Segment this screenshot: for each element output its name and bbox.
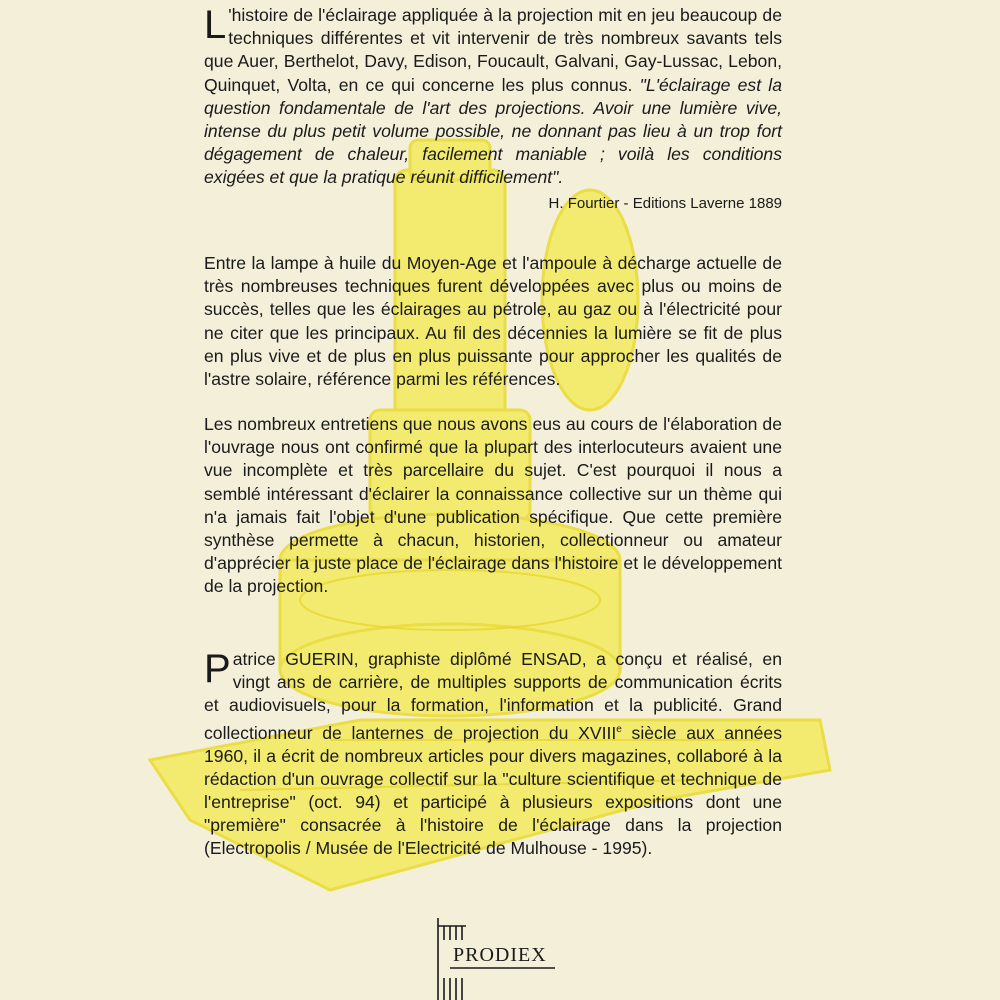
dropcap-l: L [204,3,227,47]
history-paragraph: Entre la lampe à huile du Moyen-Age et l'ampoule à décharge actuelle de très nombreuses techniques furent développées avec plus ou moins de succès, telles que les éclairages au pétrole, au gaz ou à l'électricité pour ne citer que les principaux. Au fil des décennies la lumière se fit de plus en plus vive et de plus en plus puissante pour approcher les qualités de l'astre solaire, référence parmi les références. [204,253,782,390]
purpose-paragraph: Les nombreux entretiens que nous avons eus au cours de l'élaboration de l'ouvrage nous ont confirmé que la plupart des interlocuteurs avaient une vue incomplète et très parcellaire du sujet. C'est pourquoi il nous a semblé intéressant d'éclairer la connaissance collective sur un thème qui n'a jamais fait l'objet d'une publication spécifique. Que cette première synthèse permette à chacun, historien, collectionneur ou amateur d'apprécier la juste place de l'éclairage dans l'histoire et le développement de la projection. [204,414,782,597]
fourtier-quote: "L'éclairage est la question fondamentale de l'art des projections. Avoir une lumière vive, intense du plus petit volume possible, ne donnant pas lieu à un trop fort dégagement de chaleur, facilement maniable ; voilà les conditions exigées et que la pratique réunit difficilement". [204,74,782,188]
intro-paragraph [204,4,782,215]
dropcap-p: P [204,647,231,691]
author-text-1: atrice GUERIN, graphiste diplômé ENSAD, a conçu et réalisé, en vingt ans de carrière, de multiples supports de communication écrits et audiovisuels, pour la formation, l'information et la publicité. Grand collectionneur de lanternes de projection du XVIII [204,649,782,743]
century-superscript: e [616,723,622,735]
author-text-2: siècle aux années 1960, il a écrit de nombreux articles pour divers magazines, collaboré à la rédaction d'un ouvrage collectif sur la "culture scientifique et technique de l'entreprise" (oct. 94) et participé à plusieurs expositions dont une "première" consacrée à l'histoire de l'éclairage dans la projection (Electropolis / Musée de l'Electricité de Mulhouse - 1995). [204,722,782,859]
author-paragraph [204,648,782,861]
quote-attribution: H. Fourtier - Editions Laverne 1889 [548,194,782,212]
intro-text: 'histoire de l'éclairage appliquée à la projection mit en jeu beaucoup de techniques différentes et vit intervenir de très nombreux savants tels que Auer, Berthelot, Davy, Edison, Foucault, Galvani, Gay-Lussac, Lebon, Quinquet, Volta, en ce qui concerne les plus connus. [204,5,782,95]
publisher-name: PRODIEX [453,944,547,966]
